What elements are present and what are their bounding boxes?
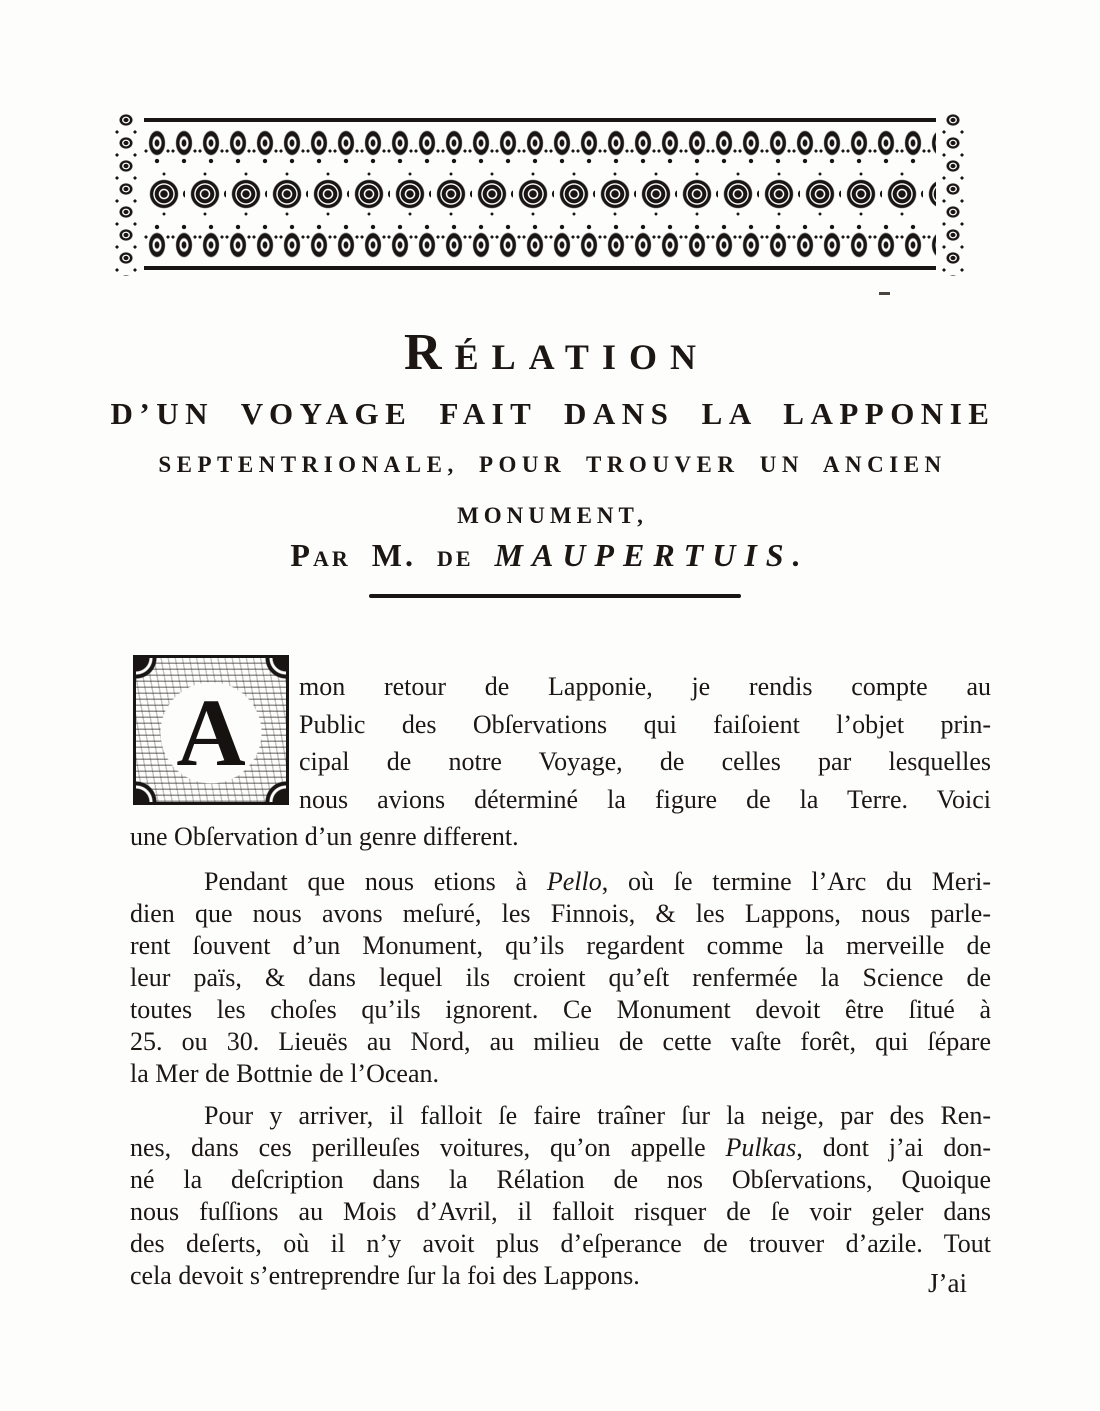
fleuron-row-bottom-icon <box>144 222 936 270</box>
fleuron-row-top-icon <box>144 118 936 166</box>
text-line: mon retour de Lapponie, je rendis compte au <box>299 672 991 701</box>
fleuron-column-left-icon <box>113 114 140 276</box>
text-line: toutes les choſes qu’ils ignorent. Ce Monument devoit être ſitué à <box>130 994 991 1024</box>
text-line: cipal de notre Voyage, de celles par lesquelles <box>299 747 991 776</box>
stray-ink-mark <box>879 292 890 295</box>
ornament-headpiece-band <box>115 118 965 270</box>
dropcap-letter: A <box>176 678 246 786</box>
text-line: une Obſervation d’un genre different. <box>130 822 519 851</box>
fleuron-column-right-icon <box>940 114 967 276</box>
text-line: la Mer de Bottnie de l’Ocean. <box>130 1058 439 1088</box>
title-line-voyage: D’UN VOYAGE FAIT DANS LA LAPPONIE <box>110 396 996 431</box>
text-line: rent ſouvent d’un Monument, qu’ils regardent comme la merveille de <box>130 930 991 960</box>
body-text-block <box>130 668 991 1292</box>
text-line: Public des Obſervations qui faiſoient l’objet prin- <box>299 709 991 739</box>
text-line: nous avions déterminé la figure de la Terre. Voici <box>299 784 991 814</box>
text-line: nes, dans ces perilleuſes voitures, qu’on appelle Pulkas, dont j’ai don- <box>130 1132 991 1162</box>
text-line: dien que nous avons meſuré, les Finnois, & les Lappons, nous parle- <box>130 898 991 928</box>
text-line: Pendant que nous etions à Pello, où ſe termine l’Arc du Meri- <box>204 866 991 896</box>
paragraph <box>130 1100 991 1292</box>
horizontal-rule <box>369 594 741 598</box>
catchword: J’ai <box>928 1268 967 1298</box>
fleuron-row-rosettes-icon <box>144 170 936 218</box>
author-byline: Par M. de MAUPERTUIS. <box>290 537 810 573</box>
text-line: nous fuſſions au Mois d’Avril, il falloit risquer de ſe voir geler dans <box>130 1196 991 1226</box>
text-line: né la deſcription dans la Rélation de nos Obſervations, Quoique <box>130 1164 991 1194</box>
title-line-monument: MONUMENT, <box>457 503 648 528</box>
page-title: Rélation <box>404 324 709 381</box>
text-line: leur païs, & dans lequel ils croient qu’eſt renfermée la Science de <box>130 962 991 992</box>
dropcap-woodcut-A <box>133 655 289 805</box>
text-line: des deſerts, où il n’y avoit plus d’eſperance de trouver d’azile. Tout <box>130 1228 991 1258</box>
title-line-septentrionale: SEPTENTRIONALE, POUR TROUVER UN ANCIEN <box>158 452 947 477</box>
text-line: cela devoit s’entreprendre ſur la foi des Lappons. <box>130 1260 640 1290</box>
text-line: Pour y arriver, il falloit ſe faire traîner ſur la neige, par des Ren- <box>204 1100 991 1130</box>
text-line: 25. ou 30. Lieuës au Nord, au milieu de cette vaſte forêt, qui ſépare <box>130 1026 991 1056</box>
paragraph <box>130 866 991 1090</box>
